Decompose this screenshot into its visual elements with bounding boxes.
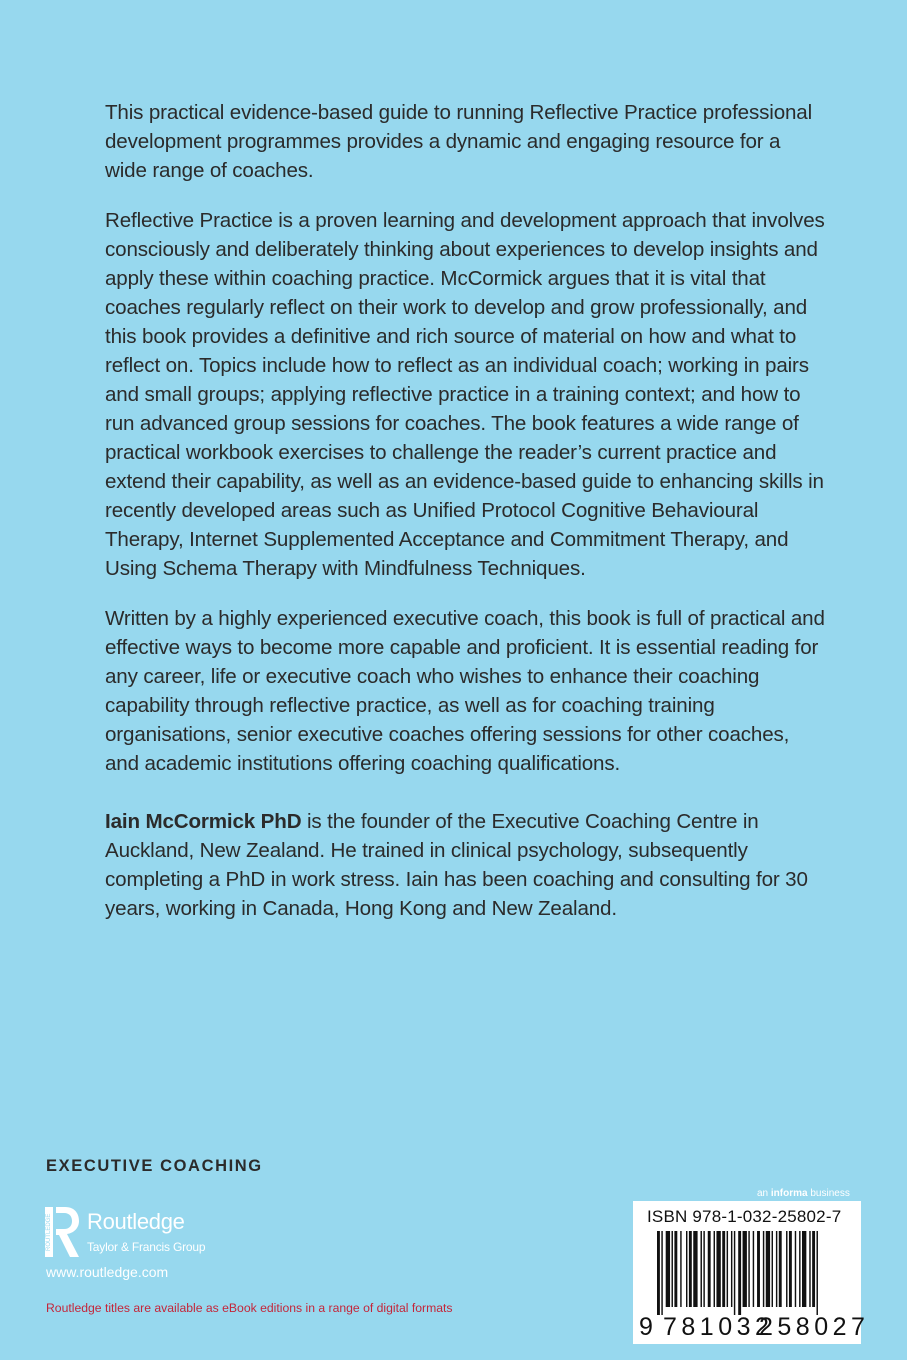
barcode-bar	[689, 1231, 692, 1307]
barcode-bar	[674, 1231, 677, 1307]
barcode-bar	[693, 1231, 697, 1307]
barcode-bar	[799, 1231, 800, 1307]
ebook-formats-note: Routledge titles are available as eBook editions in a range of digital formats	[46, 1301, 453, 1315]
informa-business-tag	[757, 1188, 850, 1199]
publisher-name: Routledge	[87, 1209, 185, 1234]
publisher-url[interactable]: www.routledge.com	[46, 1264, 169, 1280]
author-name: Iain McCormick PhD	[105, 810, 302, 833]
barcode-bar	[748, 1231, 749, 1307]
barcode-bar	[731, 1231, 732, 1307]
barcode-bar	[753, 1231, 754, 1307]
barcode-bar	[734, 1231, 735, 1315]
barcode-bar	[789, 1231, 792, 1307]
barcode-bar	[812, 1231, 815, 1307]
isbn-barcode	[633, 1201, 870, 1344]
publisher-group: Taylor & Francis Group	[87, 1240, 206, 1254]
blurb-paragraph-3: Written by a highly experienced executive coach, this book is full of practical and effective ways to become more capable and proficient. It is essential reading for any career, life or executive coach who wishes to enhance their coaching capability through reflective practice, as well as for coaching training organisations, senior executive coaches offering sessions for other coaches, and academic institutions offering coaching qualifications.	[105, 607, 825, 775]
barcode-bar	[657, 1231, 660, 1315]
series-title: EXECUTIVE COACHING	[46, 1157, 263, 1175]
barcode-bar	[795, 1231, 796, 1307]
barcode-bar	[703, 1231, 704, 1307]
barcode-bar	[772, 1231, 773, 1307]
informa-bold: informa	[770, 1188, 808, 1199]
barcode-bar	[766, 1231, 770, 1307]
isbn-number: ISBN 978-1-032-25802-7	[647, 1207, 842, 1226]
barcode-lead-digit: 9	[639, 1313, 653, 1341]
barcode-bar	[722, 1231, 725, 1307]
barcode-bar	[757, 1231, 760, 1307]
author-bio-text: is the founder of the Executive Coaching Centre in Auckland, New Zealand. He trained in clinical psychology, subsequently completing a PhD in work stress. Iain has been coaching and consulting for 30 years, working in Canada, Hong Kong and New Zealand.	[105, 810, 808, 920]
barcode-bar	[661, 1231, 662, 1315]
barcode-bar	[716, 1231, 720, 1307]
barcode-bar	[738, 1231, 741, 1315]
informa-prefix: an	[757, 1188, 771, 1199]
barcode-bar	[708, 1231, 711, 1307]
barcode-bar	[672, 1231, 673, 1307]
logo-vertical-text: ROUTLEDGE	[46, 1213, 52, 1251]
blurb-paragraph-1: This practical evidence-based guide to running Reflective Practice professional development programmes provides a dynamic and engaging resource for a wide range of coaches.	[105, 101, 813, 182]
barcode-bar	[763, 1231, 764, 1307]
publisher-logo	[45, 1207, 285, 1259]
barcode-bars	[643, 1231, 851, 1315]
barcode-right-group: 258027	[759, 1313, 870, 1341]
barcode-bar	[786, 1231, 787, 1307]
barcode-bar	[817, 1231, 818, 1315]
barcode-bar	[779, 1231, 782, 1307]
barcode-bar	[776, 1231, 777, 1307]
barcode-bar	[686, 1231, 687, 1307]
barcode-bar	[701, 1231, 702, 1307]
barcode-bar	[680, 1231, 681, 1307]
barcode-bar	[714, 1231, 715, 1307]
barcode-bar	[809, 1231, 810, 1307]
barcode-bar	[666, 1231, 670, 1307]
barcode-bar	[802, 1231, 806, 1307]
informa-suffix: business	[807, 1188, 850, 1199]
back-cover-blurb	[105, 98, 825, 944]
author-bio	[105, 807, 825, 923]
barcode-left-group: 781032	[663, 1313, 774, 1341]
barcode-bar	[727, 1231, 728, 1307]
blurb-paragraph-2: Reflective Practice is a proven learning and development approach that involves consciously and deliberately thinking about experiences to develop insights and apply these within coaching practice. McCormick argues that it is vital that coaches regularly reflect on their work to develop and grow professionally, and this book provides a definitive and rich source of material on how and what to reflect on. Topics include how to reflect as an individual coach; working in pairs and small groups; applying reflective practice in a training context; and how to run advanced group sessions for coaches. The book features a wide range of practical workbook exercises to challenge the reader’s current practice and extend their capability, as well as an evidence-based guide to enhancing skills in recently developed areas such as Unified Protocol Cognitive Behavioural Therapy, Internet Supplemented Acceptance and Commitment Therapy, and Using Schema Therapy with Mindfulness Techniques.	[105, 209, 825, 580]
routledge-logo-icon	[45, 1207, 81, 1257]
barcode-bar	[743, 1231, 747, 1307]
